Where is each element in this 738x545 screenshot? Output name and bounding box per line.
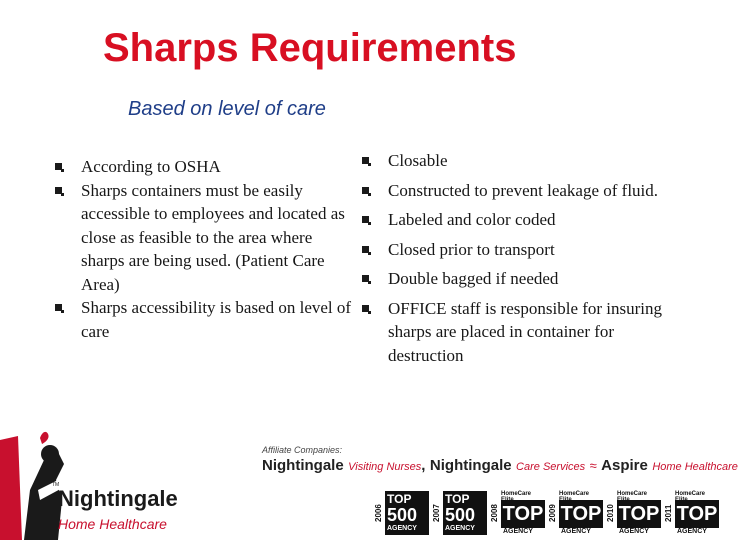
- bullet-text: According to OSHA: [81, 157, 221, 176]
- award-year: 2011: [664, 504, 673, 522]
- nightingale-logo: [0, 430, 250, 540]
- award-line3: AGENCY: [561, 528, 591, 535]
- award-year: 2008: [490, 504, 499, 522]
- square-bullet-icon: [362, 275, 369, 282]
- award-badges: [374, 489, 720, 537]
- logo-subtitle: Home Healthcare: [58, 516, 167, 532]
- award-header: HomeCare: [559, 491, 590, 497]
- award-line2: 500: [387, 505, 418, 525]
- award-line1: TOP: [445, 492, 470, 506]
- square-bullet-icon: [362, 216, 369, 223]
- left-bullet-list: [55, 155, 355, 343]
- top500-badge-icon: [443, 491, 487, 535]
- award-big: TOP: [675, 500, 719, 528]
- square-bullet-icon: [55, 187, 62, 194]
- slide-subtitle: Based on level of care: [128, 98, 326, 120]
- award-badge: [374, 489, 430, 537]
- award-line3: AGENCY: [503, 528, 533, 535]
- bullet-text: Sharps accessibility is based on level of care: [81, 298, 352, 341]
- bullet-text: Closed prior to transport: [388, 239, 555, 259]
- award-line3: AGENCY: [677, 528, 707, 535]
- square-bullet-icon: [362, 187, 369, 194]
- square-bullet-icon: [362, 246, 369, 253]
- affiliate-sub: Visiting Nurses: [348, 461, 422, 473]
- award-big: TOP: [559, 500, 603, 528]
- affiliate-separator: ,: [421, 457, 426, 474]
- award-header: HomeCare: [617, 491, 648, 497]
- affiliate-brand: Nightingale: [262, 457, 344, 474]
- bullet-item: [362, 208, 692, 232]
- bullet-text: Constructed to prevent leakage of fluid.: [388, 180, 659, 200]
- award-line3: AGENCY: [445, 525, 475, 532]
- homecare-elite-badge-icon: [501, 491, 545, 535]
- bullet-text: Closable: [388, 151, 448, 170]
- affiliate-sub: Home Healthcare: [652, 461, 738, 473]
- bullet-item: [362, 179, 692, 203]
- affiliate-sub: Care Services: [516, 461, 586, 473]
- bullet-item: [55, 179, 355, 297]
- affiliate-label: Affiliate Companies:: [262, 445, 343, 455]
- homecare-elite-badge-icon: [559, 491, 603, 535]
- award-big: TOP: [501, 500, 545, 528]
- square-bullet-icon: [362, 157, 369, 164]
- bullet-text: Labeled and color coded: [388, 210, 556, 229]
- slide-title: Sharps Requirements: [103, 26, 517, 70]
- homecare-elite-badge-icon: [675, 491, 719, 535]
- bullet-item: [362, 297, 692, 368]
- affiliate-brand: Nightingale: [429, 457, 512, 474]
- bullet-item: [362, 149, 692, 173]
- bullet-item: [55, 155, 355, 179]
- award-line3: AGENCY: [387, 525, 417, 532]
- swoosh-icon: ≈: [589, 458, 597, 473]
- bullet-item: [55, 296, 355, 343]
- award-header: HomeCare: [501, 491, 532, 497]
- affiliate-row: [262, 457, 738, 475]
- bullet-item: [362, 267, 692, 291]
- affiliate-brand: Aspire: [601, 457, 648, 474]
- award-line2: 500: [445, 505, 476, 525]
- affiliate-companies: [258, 445, 738, 540]
- bullet-text: Double bagged if needed: [388, 269, 559, 288]
- award-badge: [606, 489, 662, 537]
- award-line1: TOP: [387, 492, 412, 506]
- award-line3: AGENCY: [619, 528, 649, 535]
- award-badge: [432, 489, 488, 537]
- nightingale-logo-mark: [0, 430, 250, 540]
- homecare-elite-badge-icon: [617, 491, 661, 535]
- award-year: 2007: [432, 504, 441, 522]
- award-badge: [548, 489, 604, 537]
- bullet-item: [362, 238, 692, 262]
- award-year: 2009: [548, 504, 557, 522]
- logo-name: Nightingale: [58, 486, 178, 511]
- bullet-text: OFFICE staff is responsible for insuring sharps are placed in container for destruction: [388, 298, 663, 365]
- award-year: 2006: [374, 504, 383, 522]
- award-badge: [664, 489, 720, 537]
- award-header: HomeCare: [675, 491, 706, 497]
- award-year: 2010: [606, 504, 615, 522]
- top500-badge-icon: [385, 491, 429, 535]
- square-bullet-icon: [55, 304, 62, 311]
- right-bullet-list: [362, 149, 692, 373]
- square-bullet-icon: [55, 163, 62, 170]
- bullet-text: Sharps containers must be easily accessible to employees and located as close as feasible to the area where sharps are being used. (Patient Care Area): [81, 180, 345, 294]
- square-bullet-icon: [362, 305, 369, 312]
- award-big: TOP: [617, 500, 661, 528]
- award-badge: [490, 489, 546, 537]
- trademark-mark: TM: [52, 482, 60, 488]
